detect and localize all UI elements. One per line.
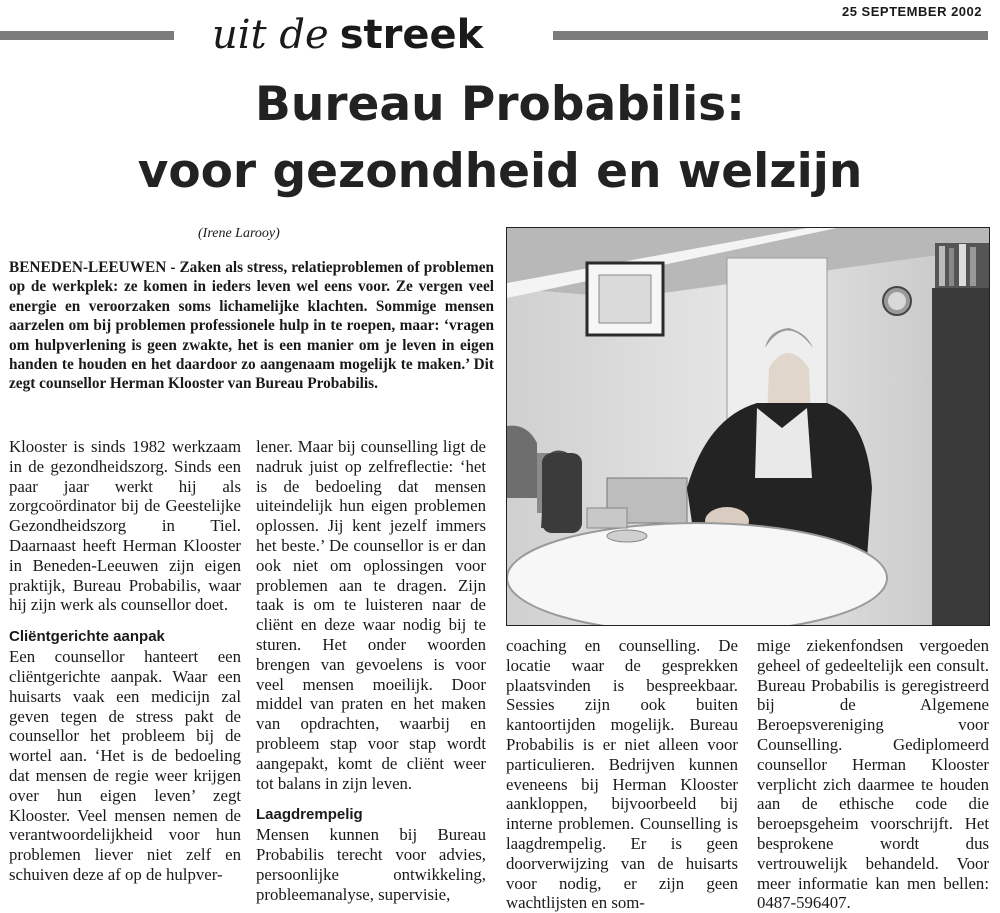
subheading: Laagdrempelig bbox=[256, 806, 363, 824]
article-column-2 bbox=[256, 437, 486, 905]
header-rule-left bbox=[0, 31, 174, 40]
body-paragraph: lener. Maar bij counselling ligt de nadruk juist op zelfreflectie: ‘het is de bedoeling dat mensen uiteindelijk hun eigen problemen oplossen. Jij kent jezelf immers het beste.’ De counsellor is er dan ook niet om oplossingen voor problemen aan te dragen. Zijn taak is om te luisteren naar de cliënt en deze waar nodig bij te sturen. Het onder woorden brengen van gevoelens is voor veel mensen moeilijk. Door middel van praten en het maken van opdrachten, waarbij en probleem stap voor stap wordt aangepakt, komt de cliënt weer tot balans in zijn leven. bbox=[256, 437, 486, 793]
body-paragraph: Klooster is sinds 1982 werkzaam in de gezondheidszorg. Sinds een paar jaar werkt hij als zorgcoördinator bij de Geestelijke Gezondheidszorg in Tiel. Daarnaast heeft Herman Klooster in Beneden-Leeuwen zijn eigen praktijk, Bureau Probabilis, waar hij zijn werk als counsellor doet. bbox=[9, 437, 241, 615]
subheading: Cliëntgerichte aanpak bbox=[9, 628, 165, 646]
body-paragraph: coaching en counselling. De locatie waar de gesprekken plaatsvinden is bespreekbaar. Sessies zijn ook buiten kantoortijden mogelijk. Bureau Probabilis is er niet alleen voor particulieren. Bedrijven kunnen eveneens bij Herman Klooster aankloppen, bijvoorbeeld bij interne problemen. Counselling is laagdrempelig. Er is geen doorverwijzing van de huisarts voor nodig, er zijn geen wachtlijsten en som- bbox=[506, 636, 738, 913]
lead-paragraph: BENEDEN-LEEUWEN - Zaken als stress, relatieproblemen of problemen op de werkplek: ze komen in ieders leven wel eens voor. Ze vergen veel energie en veroorzaken soms lichamelijke klachten. Sommige mensen aarzelen om bij problemen professionele hulp in te roepen, maar: ‘vragen om hulpverlening is geen zwakte, het is een manier om je leven in eigen handen te houden en het daardoor zo aangenaam mogelijk te maken.’ Dit zegt counsellor Herman Klooster van Bureau Probabilis. bbox=[9, 259, 494, 393]
section-name: streek bbox=[339, 12, 484, 58]
body-paragraph: Mensen kunnen bij Bureau Probabilis terecht voor advies, persoonlijke ontwikkeling, probleemanalyse, supervisie, bbox=[256, 825, 486, 904]
header-rule-right bbox=[553, 31, 988, 40]
photo-illustration bbox=[507, 228, 989, 625]
body-paragraph: Een counsellor hanteert een cliëntgerichte aanpak. Waar een huisarts vaak een medicijn zal geven tegen de stress pakt de counsellor het probleem bij de wortel aan. ‘Het is de bedoeling dat mensen de regie weer krijgen over hun eigen leven’ zegt Klooster. Veel mensen nemen de verantwoordelijkheid voor hun problemen liever niet zelf en schuiven deze af op de hulpver- bbox=[9, 647, 241, 884]
headline-line-2: voor gezondheid en welzijn bbox=[137, 144, 863, 199]
headline-line-1: Bureau Probabilis: bbox=[255, 77, 745, 132]
publication-date: 25 SEPTEMBER 2002 bbox=[841, 4, 982, 19]
article-column-3 bbox=[506, 636, 738, 913]
byline: (Irene Larooy) bbox=[198, 226, 280, 241]
article-column-1 bbox=[9, 437, 241, 885]
section-title bbox=[212, 12, 483, 58]
section-prefix: uit de bbox=[212, 12, 329, 58]
article-photo bbox=[506, 227, 990, 626]
body-paragraph: mige ziekenfondsen vergoeden geheel of gedeeltelijk een consult. Bureau Probabilis is geregistreerd bij de Algemene Beroepsvereniging voor Counselling. Gediplomeerd counsellor Herman Klooster verplicht zich daarmee te houden aan de ethische code die beroepsgeheim voorschrijft. Het besprokene wordt dus vertrouwelijk behandeld. Voor meer informatie kan men bellen: 0487-596407. bbox=[757, 636, 989, 913]
article-column-4 bbox=[757, 636, 989, 913]
